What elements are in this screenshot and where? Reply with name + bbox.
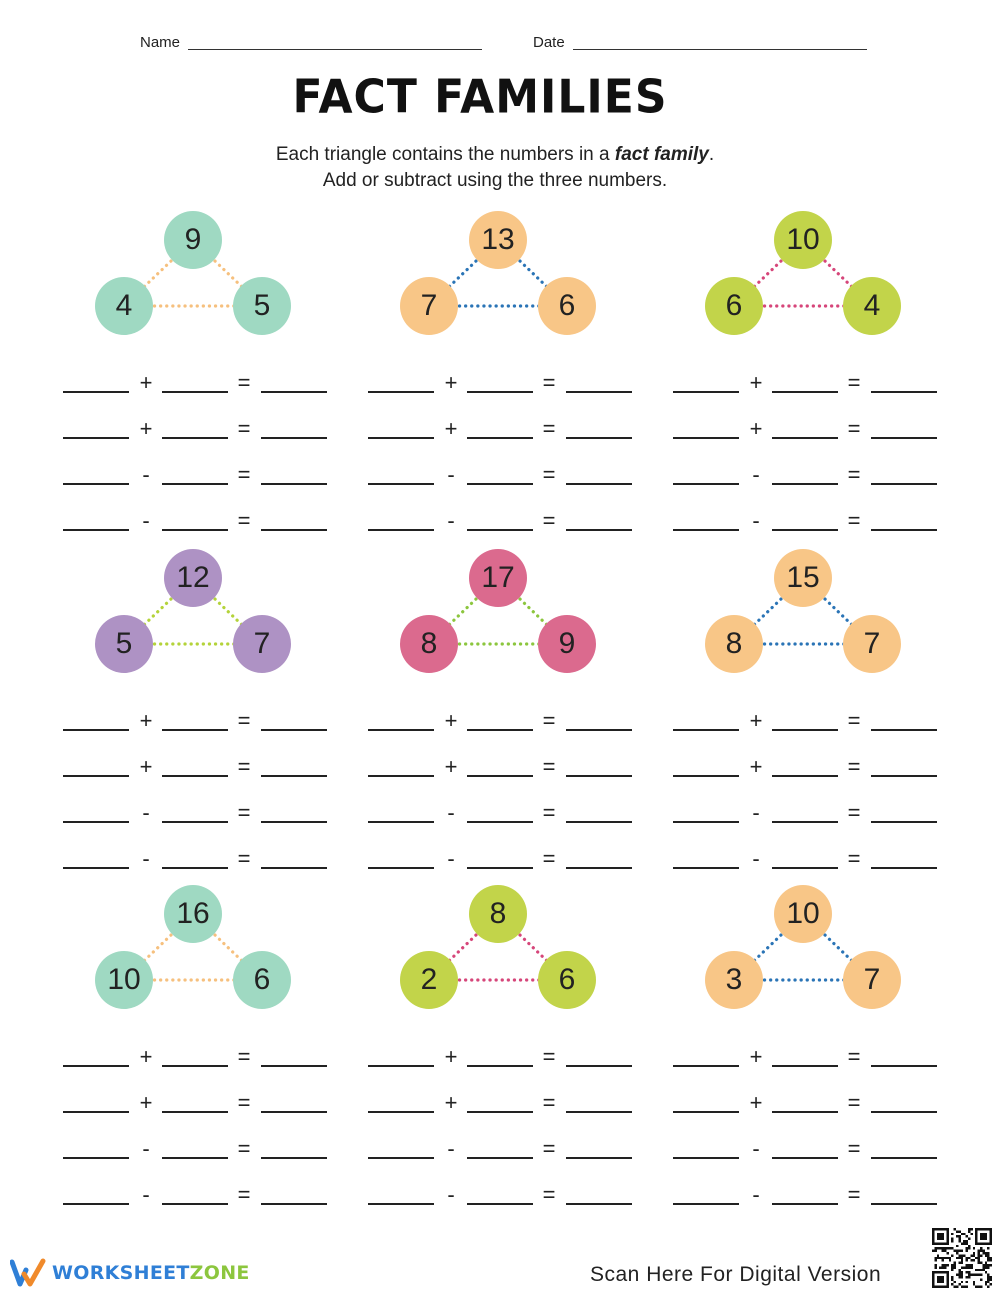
equation-row bbox=[673, 754, 937, 784]
fact-family-triangle bbox=[398, 210, 598, 350]
equation-row bbox=[673, 846, 937, 876]
answer-blank[interactable] bbox=[772, 1157, 838, 1159]
answer-blank[interactable] bbox=[368, 483, 434, 485]
instructions-line-2: Add or subtract using the three numbers. bbox=[322, 170, 668, 191]
answer-blank[interactable] bbox=[566, 1111, 632, 1113]
number-circle-top: 10 bbox=[774, 885, 832, 943]
answer-blank[interactable] bbox=[566, 483, 632, 485]
answer-blank[interactable] bbox=[162, 775, 228, 777]
answer-blank[interactable] bbox=[871, 821, 937, 823]
operator-sign: - bbox=[752, 1182, 760, 1207]
equals-sign: = bbox=[542, 462, 556, 487]
equation-row bbox=[673, 1090, 937, 1120]
answer-blank[interactable] bbox=[368, 437, 434, 439]
equals-sign: = bbox=[847, 508, 861, 533]
operator-sign: + bbox=[139, 1044, 153, 1069]
answer-blank[interactable] bbox=[772, 1065, 838, 1067]
answer-blank[interactable] bbox=[467, 1111, 533, 1113]
equals-sign: = bbox=[542, 508, 556, 533]
operator-sign: - bbox=[447, 1136, 455, 1161]
operator-sign: + bbox=[749, 1090, 763, 1115]
equals-sign: = bbox=[237, 462, 251, 487]
answer-blank[interactable] bbox=[467, 529, 533, 531]
equals-sign: = bbox=[237, 708, 251, 733]
answer-blank[interactable] bbox=[566, 529, 632, 531]
answer-blank[interactable] bbox=[673, 1157, 739, 1159]
answer-blank[interactable] bbox=[772, 1111, 838, 1113]
answer-blank[interactable] bbox=[368, 1065, 434, 1067]
answer-blank[interactable] bbox=[63, 391, 129, 393]
answer-blank[interactable] bbox=[368, 821, 434, 823]
answer-blank[interactable] bbox=[772, 1203, 838, 1205]
answer-blank[interactable] bbox=[673, 821, 739, 823]
equals-sign: = bbox=[237, 1182, 251, 1207]
number-circle-right: 7 bbox=[843, 615, 901, 673]
answer-blank[interactable] bbox=[467, 483, 533, 485]
equals-sign: = bbox=[542, 708, 556, 733]
answer-blank[interactable] bbox=[162, 483, 228, 485]
equals-sign: = bbox=[237, 754, 251, 779]
answer-blank[interactable] bbox=[566, 437, 632, 439]
answer-blank[interactable] bbox=[368, 1111, 434, 1113]
equation-row bbox=[368, 800, 632, 830]
equals-sign: = bbox=[847, 1090, 861, 1115]
operator-sign: + bbox=[444, 708, 458, 733]
answer-blank[interactable] bbox=[673, 1065, 739, 1067]
answer-blank[interactable] bbox=[467, 867, 533, 869]
equals-sign: = bbox=[237, 416, 251, 441]
equals-sign: = bbox=[237, 1044, 251, 1069]
instructions-text: Each triangle contains the numbers in a bbox=[275, 144, 615, 165]
equals-sign: = bbox=[542, 370, 556, 395]
number-circle-right: 9 bbox=[538, 615, 596, 673]
answer-blank[interactable] bbox=[673, 729, 739, 731]
answer-blank[interactable] bbox=[63, 775, 129, 777]
operator-sign: + bbox=[139, 416, 153, 441]
number-circle-top: 8 bbox=[469, 885, 527, 943]
equation-row bbox=[673, 508, 937, 538]
number-circle-left: 7 bbox=[400, 277, 458, 335]
answer-blank[interactable] bbox=[368, 1157, 434, 1159]
number-circle-top: 15 bbox=[774, 549, 832, 607]
equation-row bbox=[673, 370, 937, 400]
number-circle-right: 5 bbox=[233, 277, 291, 335]
equals-sign: = bbox=[237, 370, 251, 395]
fact-family-triangle bbox=[398, 884, 598, 1024]
equation-row bbox=[63, 846, 327, 876]
equals-sign: = bbox=[542, 1044, 556, 1069]
number-circle-top: 10 bbox=[774, 211, 832, 269]
fact-family-triangle bbox=[93, 210, 293, 350]
number-circle-right: 6 bbox=[538, 277, 596, 335]
equation-row bbox=[368, 846, 632, 876]
operator-sign: - bbox=[447, 846, 455, 871]
answer-blank[interactable] bbox=[162, 1111, 228, 1113]
number-circle-left: 3 bbox=[705, 951, 763, 1009]
answer-blank[interactable] bbox=[467, 437, 533, 439]
answer-blank[interactable] bbox=[467, 391, 533, 393]
operator-sign: - bbox=[142, 508, 150, 533]
answer-blank[interactable] bbox=[368, 1203, 434, 1205]
equals-sign: = bbox=[847, 800, 861, 825]
answer-blank[interactable] bbox=[162, 1157, 228, 1159]
equation-row bbox=[63, 462, 327, 492]
operator-sign: + bbox=[444, 754, 458, 779]
answer-blank[interactable] bbox=[261, 775, 327, 777]
operator-sign: + bbox=[444, 370, 458, 395]
operator-sign: + bbox=[139, 370, 153, 395]
answer-blank[interactable] bbox=[871, 529, 937, 531]
equation-row bbox=[673, 462, 937, 492]
equals-sign: = bbox=[847, 462, 861, 487]
answer-blank[interactable] bbox=[467, 1203, 533, 1205]
logo-text-worksheet: WORKSHEET bbox=[52, 1262, 190, 1284]
equation-row bbox=[673, 1136, 937, 1166]
answer-blank[interactable] bbox=[162, 867, 228, 869]
number-circle-left: 2 bbox=[400, 951, 458, 1009]
answer-blank[interactable] bbox=[467, 1157, 533, 1159]
number-circle-left: 5 bbox=[95, 615, 153, 673]
equation-row bbox=[63, 1182, 327, 1212]
answer-blank[interactable] bbox=[772, 729, 838, 731]
operator-sign: + bbox=[749, 370, 763, 395]
number-circle-left: 4 bbox=[95, 277, 153, 335]
answer-blank[interactable] bbox=[261, 821, 327, 823]
answer-blank[interactable] bbox=[368, 775, 434, 777]
operator-sign: + bbox=[749, 1044, 763, 1069]
equation-row bbox=[368, 370, 632, 400]
number-circle-left: 8 bbox=[705, 615, 763, 673]
fact-family-triangle bbox=[93, 548, 293, 688]
answer-blank[interactable] bbox=[368, 529, 434, 531]
answer-blank[interactable] bbox=[673, 483, 739, 485]
operator-sign: - bbox=[752, 846, 760, 871]
answer-blank[interactable] bbox=[871, 483, 937, 485]
instructions-emphasis: fact family bbox=[614, 144, 709, 165]
equation-row bbox=[368, 1090, 632, 1120]
equation-row bbox=[368, 754, 632, 784]
equals-sign: = bbox=[542, 846, 556, 871]
equals-sign: = bbox=[542, 800, 556, 825]
answer-blank[interactable] bbox=[871, 1111, 937, 1113]
answer-blank[interactable] bbox=[871, 1065, 937, 1067]
fact-family-triangle bbox=[398, 548, 598, 688]
operator-sign: - bbox=[142, 846, 150, 871]
equation-row bbox=[368, 1044, 632, 1074]
number-circle-top: 16 bbox=[164, 885, 222, 943]
answer-blank[interactable] bbox=[63, 821, 129, 823]
operator-sign: - bbox=[447, 1182, 455, 1207]
number-circle-top: 12 bbox=[164, 549, 222, 607]
equals-sign: = bbox=[847, 1182, 861, 1207]
fact-family-triangle bbox=[93, 884, 293, 1024]
answer-blank[interactable] bbox=[261, 529, 327, 531]
answer-blank[interactable] bbox=[63, 729, 129, 731]
answer-blank[interactable] bbox=[261, 1111, 327, 1113]
answer-blank[interactable] bbox=[162, 529, 228, 531]
equals-sign: = bbox=[542, 1136, 556, 1161]
answer-blank[interactable] bbox=[63, 867, 129, 869]
answer-blank[interactable] bbox=[871, 729, 937, 731]
answer-blank[interactable] bbox=[772, 529, 838, 531]
fact-family-triangle bbox=[703, 884, 903, 1024]
instructions-period: . bbox=[708, 144, 715, 165]
date-field[interactable] bbox=[573, 49, 867, 50]
equation-row bbox=[368, 416, 632, 446]
equation-row bbox=[673, 708, 937, 738]
equals-sign: = bbox=[847, 370, 861, 395]
number-circle-left: 10 bbox=[95, 951, 153, 1009]
equation-row bbox=[368, 508, 632, 538]
answer-blank[interactable] bbox=[871, 775, 937, 777]
answer-blank[interactable] bbox=[63, 437, 129, 439]
number-circle-top: 9 bbox=[164, 211, 222, 269]
answer-blank[interactable] bbox=[871, 867, 937, 869]
answer-blank[interactable] bbox=[871, 437, 937, 439]
operator-sign: - bbox=[142, 1136, 150, 1161]
fact-family-triangle bbox=[703, 548, 903, 688]
operator-sign: + bbox=[749, 416, 763, 441]
operator-sign: - bbox=[447, 462, 455, 487]
equation-row bbox=[368, 708, 632, 738]
equation-row bbox=[63, 800, 327, 830]
operator-sign: + bbox=[444, 1044, 458, 1069]
answer-blank[interactable] bbox=[63, 1065, 129, 1067]
logo-text-zone: ZONE bbox=[189, 1262, 250, 1284]
instructions-line-1 bbox=[0, 142, 990, 168]
equation-row bbox=[63, 416, 327, 446]
qr-code-icon[interactable] bbox=[932, 1228, 992, 1288]
operator-sign: - bbox=[752, 800, 760, 825]
number-circle-right: 6 bbox=[538, 951, 596, 1009]
answer-blank[interactable] bbox=[673, 867, 739, 869]
number-circle-left: 8 bbox=[400, 615, 458, 673]
answer-blank[interactable] bbox=[673, 437, 739, 439]
number-circle-right: 7 bbox=[233, 615, 291, 673]
answer-blank[interactable] bbox=[261, 391, 327, 393]
equation-row bbox=[63, 370, 327, 400]
number-circle-right: 6 bbox=[233, 951, 291, 1009]
number-circle-right: 4 bbox=[843, 277, 901, 335]
name-label: Name bbox=[140, 34, 181, 51]
answer-blank[interactable] bbox=[566, 867, 632, 869]
answer-blank[interactable] bbox=[63, 1111, 129, 1113]
answer-blank[interactable] bbox=[871, 391, 937, 393]
answer-blank[interactable] bbox=[467, 821, 533, 823]
answer-blank[interactable] bbox=[566, 1065, 632, 1067]
operator-sign: + bbox=[444, 1090, 458, 1115]
answer-blank[interactable] bbox=[467, 775, 533, 777]
answer-blank[interactable] bbox=[566, 1157, 632, 1159]
operator-sign: - bbox=[142, 800, 150, 825]
worksheetzone-w-logo-icon bbox=[10, 1258, 46, 1288]
number-circle-top: 17 bbox=[469, 549, 527, 607]
equation-row bbox=[63, 1090, 327, 1120]
answer-blank[interactable] bbox=[673, 529, 739, 531]
equals-sign: = bbox=[237, 846, 251, 871]
operator-sign: - bbox=[752, 1136, 760, 1161]
footer-logo bbox=[10, 1258, 250, 1288]
date-label: Date bbox=[533, 34, 565, 51]
equals-sign: = bbox=[847, 1044, 861, 1069]
answer-blank[interactable] bbox=[566, 775, 632, 777]
answer-blank[interactable] bbox=[566, 821, 632, 823]
operator-sign: - bbox=[142, 1182, 150, 1207]
equation-row bbox=[63, 1136, 327, 1166]
answer-blank[interactable] bbox=[673, 775, 739, 777]
answer-blank[interactable] bbox=[673, 391, 739, 393]
equation-row bbox=[368, 1182, 632, 1212]
number-circle-right: 7 bbox=[843, 951, 901, 1009]
answer-blank[interactable] bbox=[772, 483, 838, 485]
operator-sign: + bbox=[749, 708, 763, 733]
equation-row bbox=[63, 1044, 327, 1074]
answer-blank[interactable] bbox=[162, 1203, 228, 1205]
equals-sign: = bbox=[542, 416, 556, 441]
number-circle-top: 13 bbox=[469, 211, 527, 269]
answer-blank[interactable] bbox=[261, 1065, 327, 1067]
answer-blank[interactable] bbox=[162, 437, 228, 439]
answer-blank[interactable] bbox=[871, 1203, 937, 1205]
answer-blank[interactable] bbox=[368, 391, 434, 393]
operator-sign: + bbox=[139, 754, 153, 779]
answer-blank[interactable] bbox=[566, 729, 632, 731]
answer-blank[interactable] bbox=[162, 1065, 228, 1067]
equals-sign: = bbox=[847, 754, 861, 779]
answer-blank[interactable] bbox=[772, 391, 838, 393]
equation-row bbox=[63, 754, 327, 784]
equals-sign: = bbox=[847, 1136, 861, 1161]
page-title: FACT FAMILIES bbox=[292, 70, 668, 125]
equals-sign: = bbox=[237, 800, 251, 825]
operator-sign: - bbox=[447, 508, 455, 533]
operator-sign: - bbox=[447, 800, 455, 825]
equation-row bbox=[63, 708, 327, 738]
equals-sign: = bbox=[542, 754, 556, 779]
operator-sign: + bbox=[749, 754, 763, 779]
equals-sign: = bbox=[847, 708, 861, 733]
answer-blank[interactable] bbox=[162, 821, 228, 823]
answer-blank[interactable] bbox=[467, 1065, 533, 1067]
equation-row bbox=[63, 508, 327, 538]
operator-sign: + bbox=[444, 416, 458, 441]
number-circle-left: 6 bbox=[705, 277, 763, 335]
answer-blank[interactable] bbox=[673, 1111, 739, 1113]
answer-blank[interactable] bbox=[261, 483, 327, 485]
scan-text: Scan Here For Digital Version bbox=[590, 1263, 882, 1286]
answer-blank[interactable] bbox=[261, 867, 327, 869]
answer-blank[interactable] bbox=[162, 729, 228, 731]
equals-sign: = bbox=[237, 1090, 251, 1115]
fact-family-triangle bbox=[703, 210, 903, 350]
answer-blank[interactable] bbox=[261, 1203, 327, 1205]
answer-blank[interactable] bbox=[871, 1157, 937, 1159]
equation-row bbox=[673, 1182, 937, 1212]
equals-sign: = bbox=[847, 846, 861, 871]
equation-row bbox=[673, 1044, 937, 1074]
answer-blank[interactable] bbox=[368, 729, 434, 731]
instructions bbox=[0, 142, 990, 194]
answer-blank[interactable] bbox=[772, 821, 838, 823]
answer-blank[interactable] bbox=[261, 729, 327, 731]
operator-sign: + bbox=[139, 1090, 153, 1115]
answer-blank[interactable] bbox=[63, 483, 129, 485]
answer-blank[interactable] bbox=[368, 867, 434, 869]
operator-sign: + bbox=[139, 708, 153, 733]
equals-sign: = bbox=[542, 1090, 556, 1115]
equation-row bbox=[673, 416, 937, 446]
equals-sign: = bbox=[542, 1182, 556, 1207]
answer-blank[interactable] bbox=[63, 1157, 129, 1159]
answer-blank[interactable] bbox=[566, 1203, 632, 1205]
equation-row bbox=[673, 800, 937, 830]
equals-sign: = bbox=[237, 1136, 251, 1161]
operator-sign: - bbox=[752, 508, 760, 533]
answer-blank[interactable] bbox=[63, 529, 129, 531]
equals-sign: = bbox=[237, 508, 251, 533]
equals-sign: = bbox=[847, 416, 861, 441]
name-field[interactable] bbox=[188, 49, 482, 50]
equation-row bbox=[368, 1136, 632, 1166]
answer-blank[interactable] bbox=[566, 391, 632, 393]
answer-blank[interactable] bbox=[772, 867, 838, 869]
answer-blank[interactable] bbox=[772, 775, 838, 777]
answer-blank[interactable] bbox=[467, 729, 533, 731]
equation-row bbox=[368, 462, 632, 492]
answer-blank[interactable] bbox=[261, 437, 327, 439]
answer-blank[interactable] bbox=[772, 437, 838, 439]
operator-sign: - bbox=[752, 462, 760, 487]
operator-sign: - bbox=[142, 462, 150, 487]
answer-blank[interactable] bbox=[162, 391, 228, 393]
answer-blank[interactable] bbox=[261, 1157, 327, 1159]
answer-blank[interactable] bbox=[673, 1203, 739, 1205]
answer-blank[interactable] bbox=[63, 1203, 129, 1205]
